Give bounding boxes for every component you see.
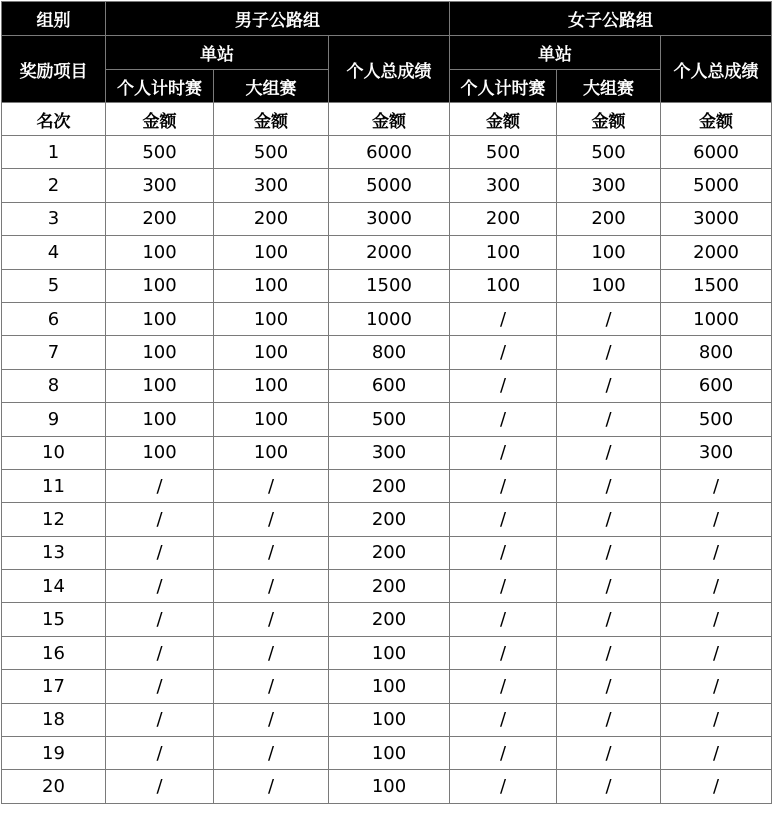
men-gc-amount-cell: 5000 — [329, 169, 450, 202]
rank-cell: 19 — [2, 737, 106, 770]
table-row — [2, 302, 772, 335]
men-mass-start-amount-cell: / — [214, 703, 329, 736]
men-gc-amount-cell: 200 — [329, 536, 450, 569]
women-mass-start-amount-cell: / — [557, 503, 661, 536]
prize-table — [1, 1, 772, 804]
men-gc-amount-cell: 6000 — [329, 136, 450, 169]
women-mass-start-amount-cell: / — [557, 703, 661, 736]
amount-label-cell: 金额 — [450, 103, 557, 136]
men-itt-amount-cell: 100 — [106, 302, 214, 335]
award-item-label-cell: 奖励项目 — [2, 36, 106, 103]
rank-cell: 6 — [2, 302, 106, 335]
men-mass-start-amount-cell: 100 — [214, 236, 329, 269]
women-gc-amount-cell: / — [661, 503, 772, 536]
women-gc-amount-cell: / — [661, 636, 772, 669]
women-itt-amount-cell: / — [450, 336, 557, 369]
women-mass-start-amount-cell: / — [557, 369, 661, 402]
men-gc-amount-cell: 200 — [329, 603, 450, 636]
women-gc-amount-cell: 1500 — [661, 269, 772, 302]
men-mass-start-amount-cell: 100 — [214, 403, 329, 436]
women-mass-start-amount-cell: / — [557, 469, 661, 502]
rank-cell: 14 — [2, 570, 106, 603]
women-gc-amount-cell: 3000 — [661, 202, 772, 235]
women-mass-start-amount-cell: 100 — [557, 236, 661, 269]
rank-cell: 3 — [2, 202, 106, 235]
rank-cell: 18 — [2, 703, 106, 736]
women-gc-amount-cell: 300 — [661, 436, 772, 469]
women-gc-amount-cell: 1000 — [661, 302, 772, 335]
men-itt-amount-cell: / — [106, 636, 214, 669]
women-itt-amount-cell: / — [450, 536, 557, 569]
rank-cell: 13 — [2, 536, 106, 569]
men-itt-amount-cell: / — [106, 469, 214, 502]
women-gc-amount-cell: / — [661, 703, 772, 736]
women-gc-amount-cell: / — [661, 570, 772, 603]
women-gc-amount-cell: / — [661, 603, 772, 636]
men-itt-amount-cell: 200 — [106, 202, 214, 235]
women-mass-start-amount-cell: / — [557, 302, 661, 335]
men-gc-amount-cell: 300 — [329, 436, 450, 469]
women-gc-amount-cell: / — [661, 737, 772, 770]
rank-cell: 20 — [2, 770, 106, 803]
women-road-group-header: 女子公路组 — [450, 2, 772, 36]
men-mass-start-amount-cell: / — [214, 670, 329, 703]
table-row — [2, 603, 772, 636]
women-itt-header: 个人计时赛 — [450, 70, 557, 103]
men-itt-amount-cell: 100 — [106, 369, 214, 402]
women-itt-amount-cell: / — [450, 302, 557, 335]
women-itt-amount-cell: / — [450, 369, 557, 402]
men-itt-amount-cell: / — [106, 670, 214, 703]
men-mass-start-amount-cell: / — [214, 770, 329, 803]
men-gc-amount-cell: 200 — [329, 503, 450, 536]
table-row — [2, 503, 772, 536]
men-mass-start-amount-cell: / — [214, 469, 329, 502]
women-mass-start-amount-cell: 300 — [557, 169, 661, 202]
men-itt-header: 个人计时赛 — [106, 70, 214, 103]
women-gc-amount-cell: / — [661, 670, 772, 703]
rank-cell: 9 — [2, 403, 106, 436]
women-itt-amount-cell: 300 — [450, 169, 557, 202]
men-mass-start-amount-cell: 100 — [214, 436, 329, 469]
rank-label-cell: 名次 — [2, 103, 106, 136]
men-mass-start-amount-cell: 500 — [214, 136, 329, 169]
rank-cell: 16 — [2, 636, 106, 669]
women-itt-amount-cell: / — [450, 436, 557, 469]
amount-label-cell: 金额 — [106, 103, 214, 136]
women-itt-amount-cell: 100 — [450, 269, 557, 302]
table-row — [2, 369, 772, 402]
amount-label-cell: 金额 — [557, 103, 661, 136]
women-gc-amount-cell: 2000 — [661, 236, 772, 269]
men-mass-start-amount-cell: / — [214, 536, 329, 569]
rank-cell: 4 — [2, 236, 106, 269]
women-itt-amount-cell: 100 — [450, 236, 557, 269]
unit-row — [2, 103, 772, 136]
rank-cell: 12 — [2, 503, 106, 536]
rank-cell: 1 — [2, 136, 106, 169]
men-itt-amount-cell: 100 — [106, 269, 214, 302]
men-mass-start-amount-cell: / — [214, 570, 329, 603]
women-itt-amount-cell: / — [450, 703, 557, 736]
women-mass-start-amount-cell: / — [557, 403, 661, 436]
men-mass-start-amount-cell: / — [214, 737, 329, 770]
table-row — [2, 436, 772, 469]
women-gc-amount-cell: 600 — [661, 369, 772, 402]
men-gc-amount-cell: 1000 — [329, 302, 450, 335]
men-gc-amount-cell: 200 — [329, 469, 450, 502]
men-gc-amount-cell: 3000 — [329, 202, 450, 235]
men-mass-start-amount-cell: 100 — [214, 336, 329, 369]
men-gc-amount-cell: 100 — [329, 670, 450, 703]
women-itt-amount-cell: / — [450, 770, 557, 803]
men-mass-start-amount-cell: 100 — [214, 269, 329, 302]
men-itt-amount-cell: / — [106, 703, 214, 736]
table-row — [2, 670, 772, 703]
women-gc-amount-cell: / — [661, 770, 772, 803]
men-itt-amount-cell: 100 — [106, 236, 214, 269]
women-mass-start-header: 大组赛 — [557, 70, 661, 103]
table-row — [2, 136, 772, 169]
rank-cell: 2 — [2, 169, 106, 202]
table-row — [2, 770, 772, 803]
rank-cell: 15 — [2, 603, 106, 636]
men-gc-amount-cell: 2000 — [329, 236, 450, 269]
women-itt-amount-cell: / — [450, 636, 557, 669]
table-row — [2, 570, 772, 603]
men-gc-amount-cell: 100 — [329, 703, 450, 736]
women-mass-start-amount-cell: / — [557, 770, 661, 803]
men-gc-header: 个人总成绩 — [329, 36, 450, 103]
table-row — [2, 269, 772, 302]
women-gc-amount-cell: / — [661, 536, 772, 569]
women-itt-amount-cell: 500 — [450, 136, 557, 169]
amount-label-cell: 金额 — [661, 103, 772, 136]
women-gc-amount-cell: 800 — [661, 336, 772, 369]
women-mass-start-amount-cell: / — [557, 737, 661, 770]
rank-cell: 10 — [2, 436, 106, 469]
rank-cell: 11 — [2, 469, 106, 502]
men-gc-amount-cell: 600 — [329, 369, 450, 402]
women-mass-start-amount-cell: / — [557, 670, 661, 703]
men-mass-start-amount-cell: / — [214, 503, 329, 536]
amount-label-cell: 金额 — [329, 103, 450, 136]
men-itt-amount-cell: / — [106, 536, 214, 569]
table-row — [2, 336, 772, 369]
men-gc-amount-cell: 100 — [329, 770, 450, 803]
men-stage-header: 单站 — [106, 36, 329, 70]
women-mass-start-amount-cell: 500 — [557, 136, 661, 169]
women-mass-start-amount-cell: 100 — [557, 269, 661, 302]
women-itt-amount-cell: / — [450, 503, 557, 536]
men-itt-amount-cell: 300 — [106, 169, 214, 202]
women-itt-amount-cell: / — [450, 403, 557, 436]
men-itt-amount-cell: 100 — [106, 336, 214, 369]
women-gc-amount-cell: / — [661, 469, 772, 502]
men-itt-amount-cell: 100 — [106, 436, 214, 469]
women-gc-amount-cell: 6000 — [661, 136, 772, 169]
women-itt-amount-cell: / — [450, 670, 557, 703]
table-body — [2, 136, 772, 804]
table-row — [2, 169, 772, 202]
men-itt-amount-cell: / — [106, 603, 214, 636]
men-itt-amount-cell: / — [106, 570, 214, 603]
amount-label-cell: 金额 — [214, 103, 329, 136]
men-mass-start-amount-cell: / — [214, 636, 329, 669]
table-row — [2, 403, 772, 436]
table-row — [2, 636, 772, 669]
rank-cell: 5 — [2, 269, 106, 302]
men-itt-amount-cell: 100 — [106, 403, 214, 436]
men-gc-amount-cell: 200 — [329, 570, 450, 603]
table-row — [2, 236, 772, 269]
women-mass-start-amount-cell: / — [557, 603, 661, 636]
women-stage-header: 单站 — [450, 36, 661, 70]
men-gc-amount-cell: 1500 — [329, 269, 450, 302]
men-gc-amount-cell: 100 — [329, 737, 450, 770]
women-itt-amount-cell: / — [450, 570, 557, 603]
women-mass-start-amount-cell: 200 — [557, 202, 661, 235]
women-mass-start-amount-cell: / — [557, 436, 661, 469]
rank-cell: 7 — [2, 336, 106, 369]
table-row — [2, 202, 772, 235]
men-mass-start-amount-cell: 100 — [214, 369, 329, 402]
women-gc-amount-cell: 500 — [661, 403, 772, 436]
group-label-cell: 组别 — [2, 2, 106, 36]
table-header — [2, 2, 772, 136]
women-itt-amount-cell: / — [450, 603, 557, 636]
table-row — [2, 737, 772, 770]
rank-cell: 17 — [2, 670, 106, 703]
women-itt-amount-cell: 200 — [450, 202, 557, 235]
men-itt-amount-cell: 500 — [106, 136, 214, 169]
men-itt-amount-cell: / — [106, 503, 214, 536]
rank-cell: 8 — [2, 369, 106, 402]
men-gc-amount-cell: 800 — [329, 336, 450, 369]
women-itt-amount-cell: / — [450, 469, 557, 502]
men-gc-amount-cell: 500 — [329, 403, 450, 436]
men-road-group-header: 男子公路组 — [106, 2, 450, 36]
men-mass-start-amount-cell: 200 — [214, 202, 329, 235]
women-itt-amount-cell: / — [450, 737, 557, 770]
women-mass-start-amount-cell: / — [557, 570, 661, 603]
men-itt-amount-cell: / — [106, 737, 214, 770]
men-mass-start-amount-cell: 300 — [214, 169, 329, 202]
women-mass-start-amount-cell: / — [557, 536, 661, 569]
women-mass-start-amount-cell: / — [557, 336, 661, 369]
men-mass-start-amount-cell: / — [214, 603, 329, 636]
men-gc-amount-cell: 100 — [329, 636, 450, 669]
women-mass-start-amount-cell: / — [557, 636, 661, 669]
men-mass-start-header: 大组赛 — [214, 70, 329, 103]
women-gc-amount-cell: 5000 — [661, 169, 772, 202]
table-row — [2, 703, 772, 736]
men-mass-start-amount-cell: 100 — [214, 302, 329, 335]
women-gc-header: 个人总成绩 — [661, 36, 772, 103]
men-itt-amount-cell: / — [106, 770, 214, 803]
table-row — [2, 536, 772, 569]
table-row — [2, 469, 772, 502]
